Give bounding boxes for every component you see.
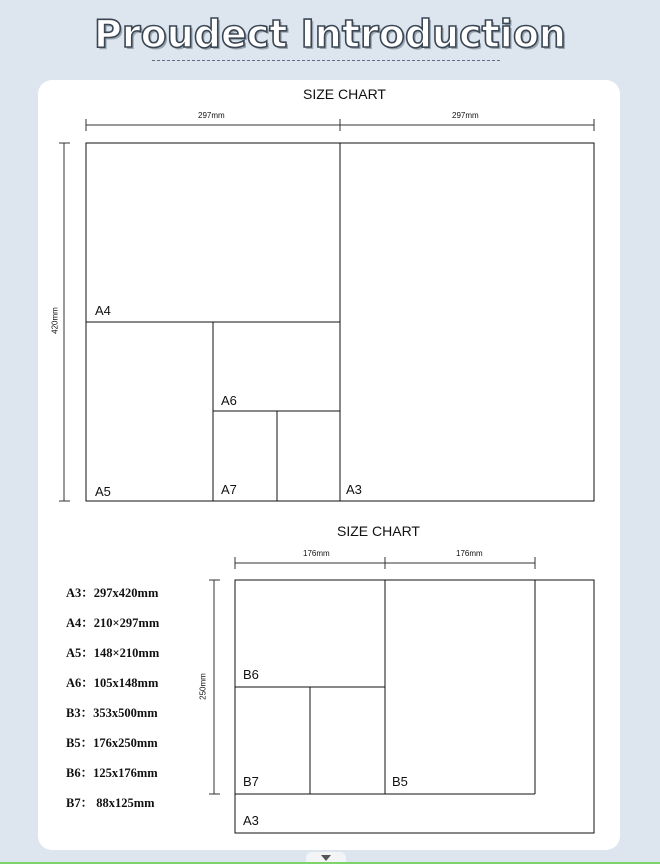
region-label-a4: A4 bbox=[95, 303, 111, 318]
chart-b-width-label-2: 176mm bbox=[456, 549, 483, 558]
spec-b6: B6：125x176mm bbox=[66, 766, 158, 780]
chart-a-height-label: 420mm bbox=[50, 307, 60, 334]
region-label-b5: B5 bbox=[392, 774, 408, 789]
spec-a5: A5：148×210mm bbox=[66, 646, 160, 660]
spec-a4: A4：210×297mm bbox=[66, 616, 160, 630]
region-label-a6: A6 bbox=[221, 393, 237, 408]
spec-a3: A3：297x420mm bbox=[66, 586, 159, 600]
region-label-a5: A5 bbox=[95, 484, 111, 499]
b-a3-outline bbox=[235, 580, 594, 833]
spec-b7: B7： 88x125mm bbox=[66, 796, 155, 810]
spec-b3: B3：353x500mm bbox=[66, 706, 158, 720]
region-label-a3: A3 bbox=[346, 482, 362, 497]
chart-b-width-label-1: 176mm bbox=[303, 549, 330, 558]
spec-b5: B5：176x250mm bbox=[66, 736, 158, 750]
chart-a-title: SIZE CHART bbox=[303, 86, 386, 102]
chart-a-width-label-1: 297mm bbox=[198, 111, 225, 120]
chart-b-title: SIZE CHART bbox=[337, 523, 420, 539]
chart-a-width-label-2: 297mm bbox=[452, 111, 479, 120]
page-title: Proudect Introduction bbox=[94, 12, 566, 56]
spec-a6: A6：105x148mm bbox=[66, 676, 159, 690]
region-label-a7: A7 bbox=[221, 482, 237, 497]
chart-b-height-label: 250mm bbox=[198, 673, 208, 700]
region-label-b-a3: A3 bbox=[243, 813, 259, 828]
region-label-b7: B7 bbox=[243, 774, 259, 789]
region-label-b6: B6 bbox=[243, 667, 259, 682]
caret-down-icon bbox=[321, 855, 331, 861]
